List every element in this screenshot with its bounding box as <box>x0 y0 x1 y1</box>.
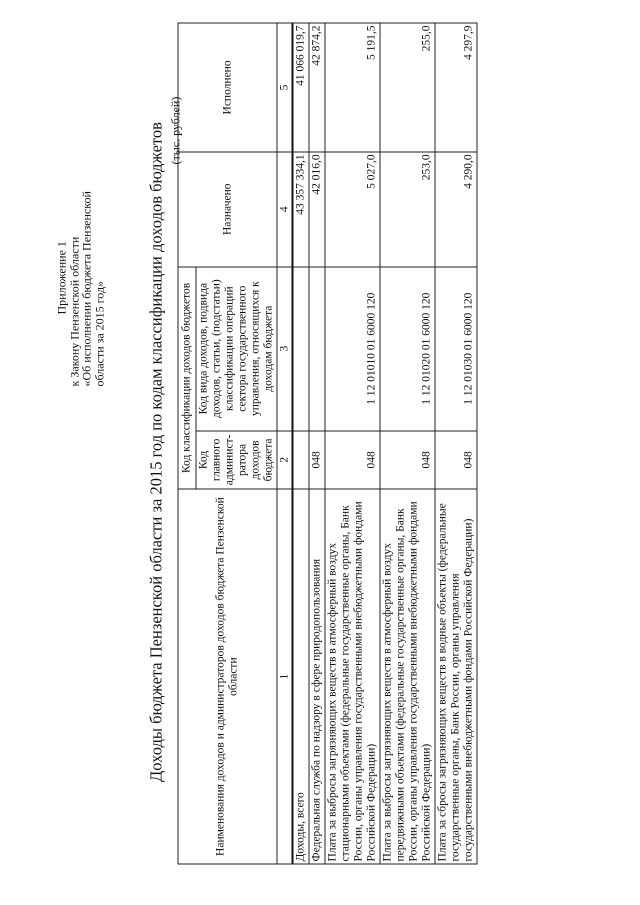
row-name: Плата за выбросы загрязняющих веществ в атмосферный воздух передвижными объектами (федеральные государственные органы, Банк России, органы управления государственными внебюджетными фондами Российской Федерации) <box>380 489 435 864</box>
row-income-code: 1 12 01020 01 6000 120 <box>380 267 435 431</box>
row-planned: 5 027,0 <box>325 152 380 267</box>
header-code-group: Код классификации доходов бюджетов <box>178 267 196 490</box>
row-planned: 42 016,0 <box>309 152 325 267</box>
row-name: Федеральная служба по надзору в сфере природопользования <box>309 489 325 864</box>
row-name: Плата за сбросы загрязняющих веществ в водные объекты (федеральные государственные органы, Банк России, органы управления государственными внебюджетными фондами Российской Федерации) <box>435 489 477 864</box>
row-income-code <box>309 267 325 431</box>
row-admin-code: 048 <box>435 431 477 490</box>
document-title: Доходы бюджета Пензенской области за 2015 год по кодам классификации доходов бюджетов <box>146 122 166 782</box>
appendix-line-1: Приложение 1 <box>54 241 69 315</box>
index-cell: 3 <box>277 267 293 431</box>
table-row <box>309 23 325 864</box>
row-executed: 4 297,9 <box>435 23 477 152</box>
row-income-code <box>293 267 310 431</box>
units-label: (тыс. рублей) <box>168 96 183 165</box>
row-admin-code: 048 <box>325 431 380 490</box>
appendix-line-2: к Закону Пензенской области <box>67 236 81 387</box>
appendix-line-3: «Об исполнении бюджета Пензенской <box>79 191 94 387</box>
header-income-code: Код вида доходов, подвида доходов, статьи, (подстатьи) классификации операций сектора государственного управления, относящихся к доходам бюджета <box>196 267 277 431</box>
budget-table <box>178 23 478 865</box>
header-planned: Назначено <box>178 152 277 267</box>
index-cell: 5 <box>277 23 293 152</box>
table-row <box>325 23 380 864</box>
row-executed: 5 191,5 <box>325 23 380 152</box>
row-admin-code <box>293 431 310 490</box>
index-cell: 4 <box>277 152 293 267</box>
table-row <box>435 23 477 864</box>
header-executed: Исполнено <box>178 23 277 152</box>
header-name: Наименования доходов и администраторов доходов бюджета Пензенской области <box>178 489 277 864</box>
row-planned: 253,0 <box>380 152 435 267</box>
appendix-block <box>56 47 106 387</box>
table-row <box>380 23 435 864</box>
index-cell: 2 <box>277 431 293 490</box>
row-income-code: 1 12 01030 01 6000 120 <box>435 267 477 431</box>
row-executed: 41 066 019,7 <box>293 23 310 152</box>
header-admin-code: Код главного админист-ратора доходов бюджета <box>196 431 277 490</box>
row-name: Доходы, всего <box>293 489 310 864</box>
row-income-code: 1 12 01010 01 6000 120 <box>325 267 380 431</box>
table-row <box>293 23 310 864</box>
row-admin-code: 048 <box>380 431 435 490</box>
row-planned: 4 290,0 <box>435 152 477 267</box>
row-admin-code: 048 <box>309 431 325 490</box>
appendix-line-4: области за 2015 год» <box>92 280 106 387</box>
index-cell: 1 <box>277 489 293 864</box>
row-executed: 255,0 <box>380 23 435 152</box>
row-executed: 42 874,2 <box>309 23 325 152</box>
row-planned: 43 357 334,1 <box>293 152 310 267</box>
row-name: Плата за выбросы загрязняющих веществ в атмосферный воздух стационарными объектами (федеральные государственные органы, Банк России, органы управления государственными внебюджетными фондами Российской Федерации) <box>325 489 380 864</box>
document-page <box>1 0 640 905</box>
